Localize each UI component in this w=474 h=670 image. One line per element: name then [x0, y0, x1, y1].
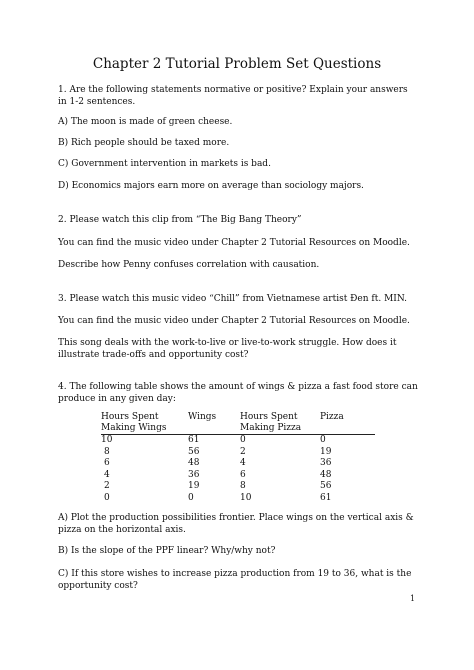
table-row — [101, 458, 375, 470]
table-cell: 48 — [188, 458, 200, 469]
table-row — [101, 447, 375, 459]
table-cell: 2 — [104, 481, 110, 492]
table-row — [101, 493, 375, 505]
table-header-pizza: Pizza — [320, 412, 344, 422]
table-cell: 8 — [104, 446, 110, 457]
table-header-hours-pizza: Hours Spent Making Pizza — [240, 412, 302, 433]
table-cell: 6 — [104, 458, 110, 469]
table-cell: 6 — [240, 469, 246, 480]
table-cell: 0 — [320, 435, 326, 446]
page-title: Chapter 2 Tutorial Problem Set Questions — [92, 56, 382, 72]
q3-deals-text: This song deals with the work-to-live or live-to-work struggle. How does it illustrate trade-offs and opportunity cost? — [58, 338, 397, 360]
table-cell: 56 — [320, 481, 332, 492]
q1-option-b: B) Rich people should be taxed more. — [58, 138, 230, 148]
q3-prompt: 3. Please watch this music video “Chill” from Vietnamese artist Đen ft. MIN. — [58, 294, 408, 304]
table-cell: 10 — [240, 492, 252, 503]
q3-find-text: You can find the music video under Chapter 2 Tutorial Resources on Moodle. — [58, 316, 410, 326]
table-cell: 36 — [320, 458, 332, 469]
table-cell: 0 — [104, 492, 110, 503]
page-number: 1 — [410, 594, 416, 603]
table-row — [101, 470, 375, 482]
q4-prompt: 4. The following table shows the amount of wings & pizza a fast food store can produce in any given day: — [58, 382, 418, 404]
table-cell: 19 — [320, 446, 332, 457]
q1-option-a: A) The moon is made of green cheese. — [58, 117, 233, 127]
table-cell: 10 — [101, 435, 113, 446]
table-cell: 0 — [240, 435, 246, 446]
q2-find-text: You can find the music video under Chapter 2 Tutorial Resources on Moodle. — [58, 238, 410, 248]
q2-describe-text: Describe how Penny confuses correlation with causation. — [58, 260, 320, 270]
table-row — [101, 435, 375, 447]
table-cell: 2 — [240, 446, 246, 457]
q4-part-c: C) If this store wishes to increase pizza production from 19 to 36, what is the opportunity cost? — [58, 569, 412, 591]
table-cell: 4 — [240, 458, 246, 469]
table-cell: 19 — [188, 481, 200, 492]
table-cell: 48 — [320, 469, 332, 480]
table-row — [101, 481, 375, 493]
table-cell: 61 — [320, 492, 332, 503]
q1-option-c: C) Government intervention in markets is bad. — [58, 159, 271, 169]
q4-part-b: B) Is the slope of the PPF linear? Why/why not? — [58, 546, 276, 556]
q2-prompt: 2. Please watch this clip from “The Big Bang Theory” — [58, 215, 302, 225]
table-cell: 61 — [188, 435, 200, 446]
table-cell: 56 — [188, 446, 200, 457]
table-cell: 8 — [240, 481, 246, 492]
q4-part-a: A) Plot the production possibilities frontier. Place wings on the vertical axis & pizza on the horizontal axis. — [58, 513, 414, 535]
table-header-wings: Wings — [188, 412, 217, 422]
table-header-row — [101, 412, 375, 435]
q1-option-d: D) Economics majors earn more on average than sociology majors. — [58, 181, 364, 191]
table-header-hours-wings: Hours Spent Making Wings — [101, 412, 167, 433]
production-table — [101, 412, 375, 504]
table-cell: 4 — [104, 469, 110, 480]
table-cell: 36 — [188, 469, 200, 480]
q1-prompt: 1. Are the following statements normative or positive? Explain your answers in 1-2 sentences. — [58, 85, 408, 107]
table-cell: 0 — [188, 492, 194, 503]
